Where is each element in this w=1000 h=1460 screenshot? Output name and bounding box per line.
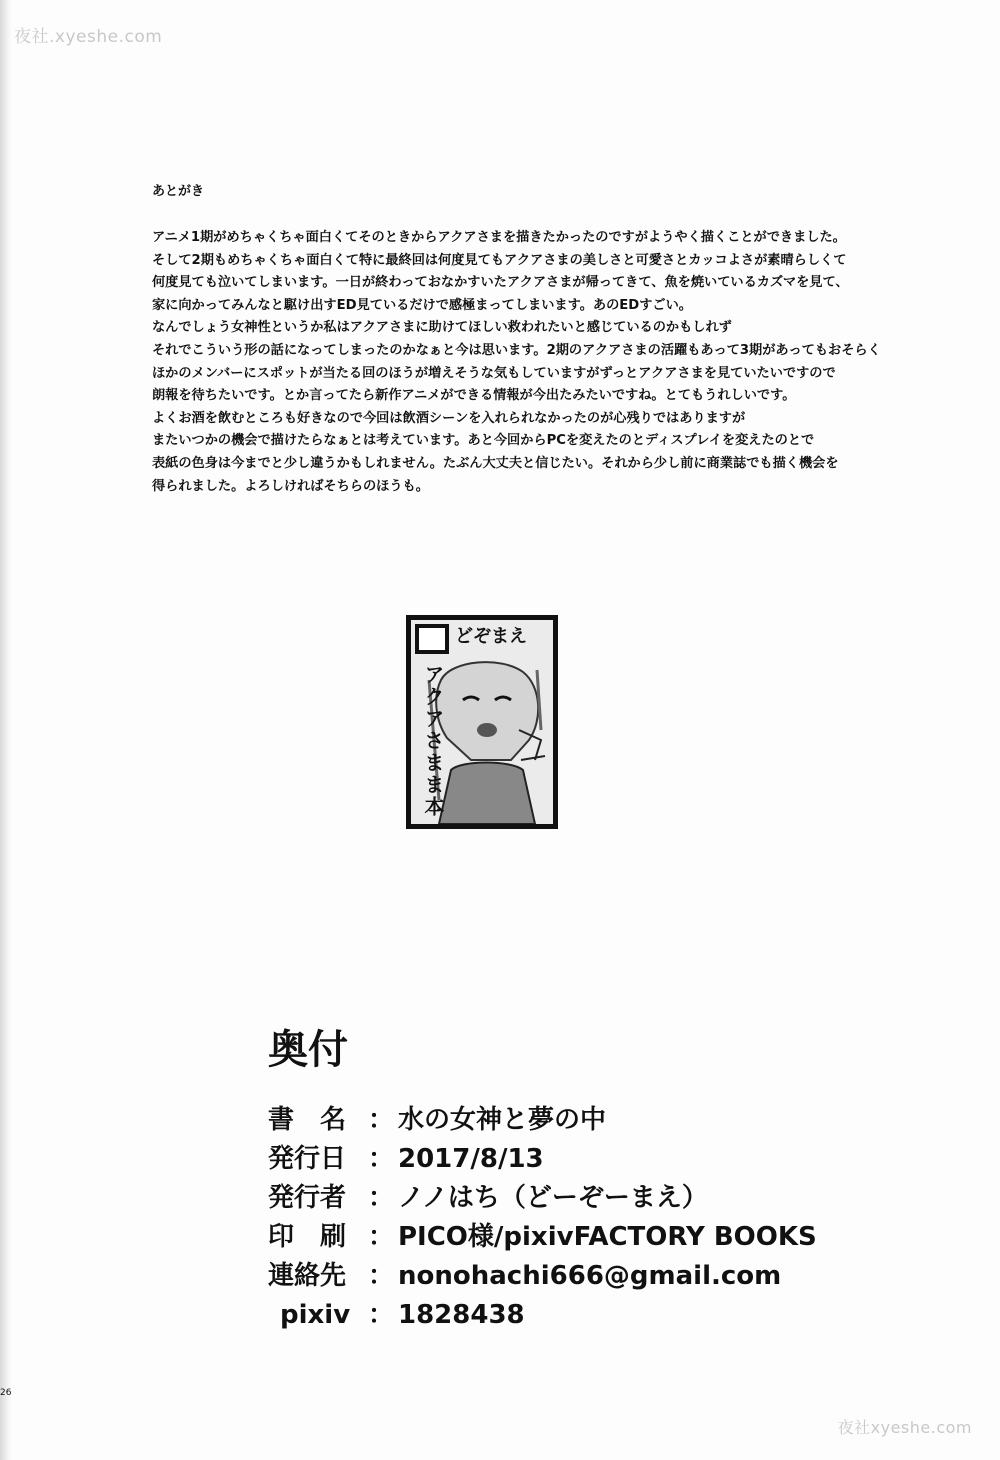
colophon-row-printer — [268, 1216, 817, 1255]
afterword-line: アニメ1期がめちゃくちゃ面白くてそのときからアクアさまを描きたかったのですがようやく描くことができました。 — [152, 230, 846, 245]
afterword-line: 家に向かってみんなと駆け出すED見ているだけで感極まってしまいます。あのEDすごい。 — [152, 297, 692, 313]
watermark-top: 夜社.xyeshe.com — [14, 27, 163, 47]
colophon-row-date — [268, 1138, 817, 1177]
afterword-line: 表紙の色身は今までと少し違うかもしれません。たぶん大丈夫と信じたい。それから少し前に商業誌でも描く機会を — [152, 455, 839, 471]
afterword-line: それでこういう形の話になってしまったのかなぁと今は思います。2期のアクアさまの活躍もあって3期があってもおそらく — [152, 342, 881, 358]
colophon — [268, 1025, 817, 1333]
colophon-value: PICO様/pixivFACTORY BOOKS — [398, 1222, 817, 1252]
colophon-row-title — [268, 1099, 817, 1138]
afterword — [152, 180, 952, 498]
afterword-line: またいつかの機会で描けたらなぁとは考えています。あと今回からPCを変えたのとディスプレイを変えたのとで — [152, 433, 815, 449]
colophon-colon: ： — [368, 1105, 395, 1135]
afterword-line: そして2期もめちゃくちゃ面白くて特に最終回は何度見てもアクアさまの美しさと可愛さとカッコよさが素晴らしくて — [152, 252, 847, 268]
colophon-colon: ： — [368, 1300, 395, 1330]
colophon-key: 発行者 — [268, 1183, 347, 1213]
colophon-colon: ： — [368, 1222, 395, 1252]
colophon-heading: 奥付 — [268, 1027, 348, 1073]
colophon-value: 2017/8/13 — [398, 1144, 544, 1174]
afterword-line: ほかのメンバーにスポットが当たる回のほうが増えそうな気もしていますがずっとアクアさまを見ていたいですので — [152, 365, 836, 381]
page-number: 26 — [0, 1388, 12, 1398]
colophon-row-pixiv — [268, 1294, 817, 1333]
colophon-colon: ： — [368, 1144, 395, 1174]
colophon-value: nonohachi666@gmail.com — [398, 1261, 782, 1291]
colophon-value: ノノはち（どーぞーまえ） — [398, 1183, 708, 1213]
colophon-key: 書 名 — [268, 1105, 347, 1135]
afterword-line: よくお酒を飲むところも好きなので今回は飲酒シーンを入れられなかったのが心残りではありますが — [152, 410, 746, 426]
colophon-value: 1828438 — [398, 1300, 525, 1330]
colophon-key: 印 刷 — [268, 1222, 347, 1252]
colophon-value: 水の女神と夢の中 — [398, 1105, 607, 1135]
circle-cut-illustration — [406, 615, 558, 829]
colophon-key: 連絡先 — [268, 1261, 347, 1291]
circle-name: どぞまえ — [455, 626, 527, 647]
afterword-heading: あとがき — [152, 184, 205, 199]
colophon-row-contact — [268, 1255, 817, 1294]
watermark-bottom: 夜社xyeshe.com — [837, 1418, 972, 1437]
check-box — [415, 624, 449, 654]
afterword-line: 得られました。よろしければそちらのほうも。 — [152, 478, 429, 494]
page-edge-shadow — [0, 0, 12, 1460]
afterword-line: 何度見ても泣いてしまいます。一日が終わっておなかすいたアクアさまが帰ってきて、魚を焼いているカズマを見て、 — [152, 275, 849, 291]
colophon-row-publisher — [268, 1177, 817, 1216]
colophon-key: pixiv — [280, 1300, 351, 1330]
colophon-colon: ： — [368, 1261, 395, 1291]
colophon-colon: ： — [368, 1183, 395, 1213]
colophon-key: 発行日 — [268, 1144, 347, 1174]
afterword-line: なんでしょう女神性というか私はアクアさまに助けてほしい救われたいと感じているのかもしれず — [152, 320, 732, 336]
afterword-line: 朗報を待ちたいです。とか言ってたら新作アニメができる情報が今出たみたいですね。とてもうれしいです。 — [152, 388, 796, 404]
book-subtitle: アクアさまま本 — [421, 664, 445, 818]
